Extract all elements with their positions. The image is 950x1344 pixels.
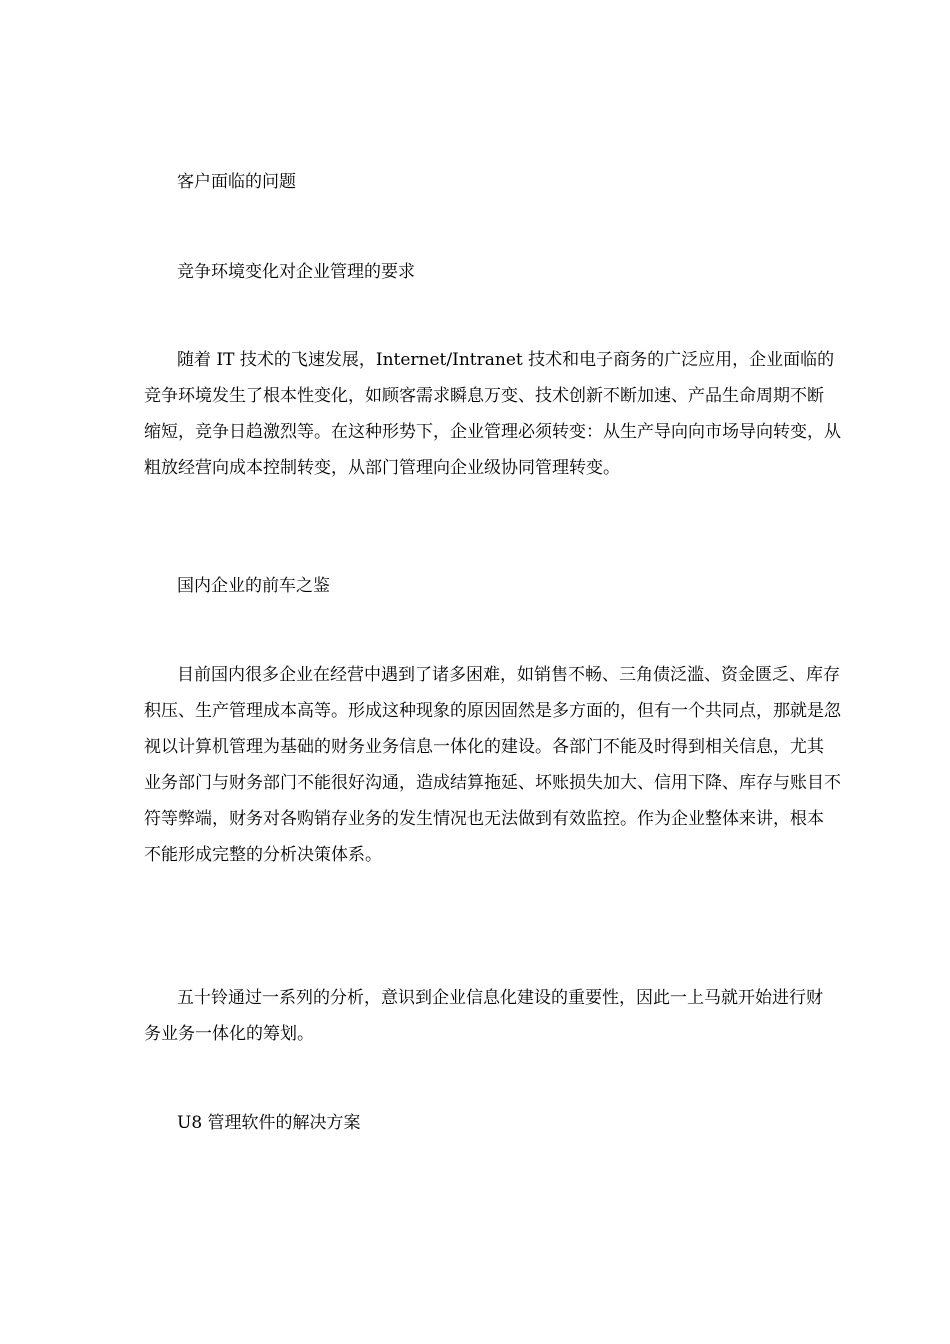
- paragraph-line: 符等弊端，财务对各购销存业务的发生情况也无法做到有效监控。作为企业整体来讲，根本: [144, 809, 824, 829]
- paragraph-competition: [144, 342, 841, 486]
- paragraph-line: 不能形成完整的分析决策体系。: [144, 845, 382, 865]
- paragraph-line: 目前国内很多企业在经营中遇到了诸多困难，如销售不畅、三角债泛滥、资金匮乏、库存: [177, 665, 840, 685]
- heading-customer-problems: 客户面临的问题: [177, 172, 296, 192]
- paragraph-line: 业务部门与财务部门不能很好沟通，造成结算拖延、坏账损失加大、信用下降、库存与账目不: [144, 773, 841, 793]
- paragraph-line: 竞争环境发生了根本性变化，如顾客需求瞬息万变、技术创新不断加速、产品生命周期不断: [144, 386, 824, 406]
- heading-competition: 竞争环境变化对企业管理的要求: [177, 262, 415, 282]
- paragraph-domestic: [144, 657, 841, 873]
- paragraph-wushiling: [144, 980, 823, 1052]
- paragraph-line: 视以计算机管理为基础的财务业务信息一体化的建设。各部门不能及时得到相关信息，尤其: [144, 737, 824, 757]
- paragraph-line: 缩短，竞争日趋激烈等。在这种形势下，企业管理必须转变：从生产导向向市场导向转变，从: [144, 422, 841, 442]
- paragraph-line: 五十铃通过一系列的分析，意识到企业信息化建设的重要性，因此一上马就开始进行财: [177, 988, 823, 1008]
- paragraph-line: 粗放经营向成本控制转变，从部门管理向企业级协同管理转变。: [144, 458, 620, 478]
- heading-domestic: 国内企业的前车之鉴: [177, 576, 330, 596]
- paragraph-line: 积压、生产管理成本高等。形成这种现象的原因固然是多方面的，但有一个共同点，那就是忽: [144, 701, 841, 721]
- paragraph-line: 务业务一体化的筹划。: [144, 1024, 314, 1044]
- heading-solution: U8 管理软件的解决方案: [177, 1113, 361, 1133]
- paragraph-line: 随着 IT 技术的飞速发展，Internet/Intranet 技术和电子商务的广泛应用，企业面临的: [177, 350, 835, 370]
